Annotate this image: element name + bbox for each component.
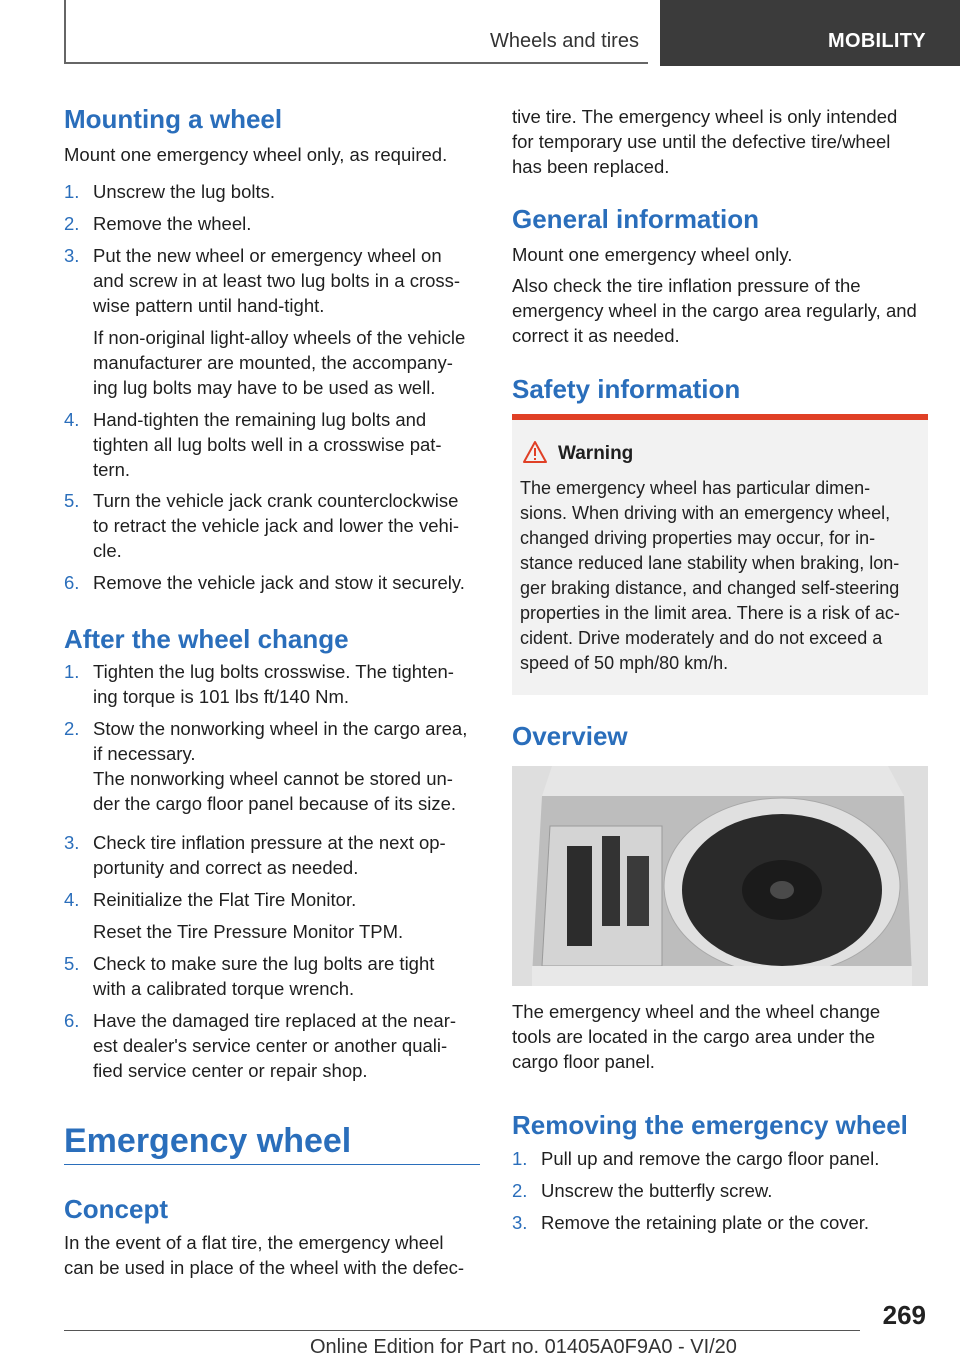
section-rule xyxy=(64,1164,480,1165)
general-p1: Mount one emergency wheel only. xyxy=(512,244,793,265)
step-number: 5. xyxy=(64,953,80,974)
step-number: 2. xyxy=(512,1180,528,1201)
continued-line: tive tire. The emergency wheel is only intended xyxy=(512,106,898,127)
step-number: 1. xyxy=(512,1148,528,1169)
caption-line: tools are located in the cargo area under the xyxy=(512,1026,876,1047)
step-line: der the cargo floor panel because of its size. xyxy=(93,793,457,814)
step-line: to retract the vehicle jack and lower the vehi- xyxy=(93,515,460,536)
step-line: with a calibrated torque wrench. xyxy=(93,978,355,999)
emergency-wheel-title: Emergency wheel xyxy=(64,1122,352,1160)
step-number: 5. xyxy=(64,490,80,511)
step-number: 2. xyxy=(64,213,80,234)
step-line: and screw in at least two lug bolts in a cross- xyxy=(93,270,461,291)
step-line: The nonworking wheel cannot be stored un- xyxy=(93,768,453,789)
step-line: if necessary. xyxy=(93,743,196,764)
step-text xyxy=(93,407,442,482)
step-line: manufacturer are mounted, the accompany- xyxy=(93,352,453,373)
caption-line: cargo floor panel. xyxy=(512,1051,655,1072)
step-line: Remove the retaining plate or the cover. xyxy=(541,1212,870,1233)
header-divider-bottom xyxy=(64,62,648,64)
continued-line: has been replaced. xyxy=(512,156,670,177)
general-p2 xyxy=(512,273,917,348)
step-line: tern. xyxy=(93,459,131,480)
step-number: 3. xyxy=(64,245,80,266)
concept-continued xyxy=(512,104,897,179)
step-text xyxy=(93,325,465,400)
step-text xyxy=(93,211,251,236)
step-number: 6. xyxy=(64,572,80,593)
step-line: Turn the vehicle jack crank counterclockwise xyxy=(93,490,459,511)
general-line: correct it as needed. xyxy=(512,325,680,346)
step-text xyxy=(541,1210,869,1235)
step-line: Hand-tighten the remaining lug bolts and xyxy=(93,409,427,430)
concept-line: can be used in place of the wheel with the defec- xyxy=(64,1257,465,1278)
step-number: 4. xyxy=(64,409,80,430)
step-number: 3. xyxy=(512,1212,528,1233)
safety-title: Safety information xyxy=(512,374,741,404)
step-text xyxy=(93,1008,456,1083)
warning-title: Warning xyxy=(558,443,634,464)
step-text xyxy=(93,570,465,595)
header-divider-left xyxy=(64,0,66,64)
warning-line: The emergency wheel has particular dimen- xyxy=(520,478,871,498)
step-number: 2. xyxy=(64,718,80,739)
overview-title: Overview xyxy=(512,721,628,751)
warning-text xyxy=(520,476,900,676)
step-line: Reset the Tire Pressure Monitor TPM. xyxy=(93,921,404,942)
concept-title: Concept xyxy=(64,1194,168,1224)
step-line: If non-original light-alloy wheels of the vehicle xyxy=(93,327,466,348)
mounting-title: Mounting a wheel xyxy=(64,104,283,134)
general-title: General information xyxy=(512,204,760,234)
step-text xyxy=(93,659,454,709)
warning-line: ger braking distance, and changed self-steering xyxy=(520,578,900,598)
step-number: 6. xyxy=(64,1010,80,1031)
warning-line: properties in the limit area. There is a risk of ac- xyxy=(520,603,900,623)
step-text xyxy=(93,830,446,880)
step-line: Check to make sure the lug bolts are tight xyxy=(93,953,435,974)
page-number: 269 xyxy=(882,1300,926,1330)
concept-text xyxy=(64,1230,464,1280)
step-line: Remove the vehicle jack and stow it securely. xyxy=(93,572,465,593)
step-line: ing lug bolts may have to be used as well. xyxy=(93,377,436,398)
general-line: Also check the tire inflation pressure of the xyxy=(512,275,861,296)
header-section-title: Wheels and tires xyxy=(490,30,639,52)
step-line: Tighten the lug bolts crosswise. The tighten- xyxy=(93,661,454,682)
step-text xyxy=(93,951,434,1001)
step-text xyxy=(541,1146,879,1171)
after-title: After the wheel change xyxy=(64,624,349,654)
step-number: 3. xyxy=(64,832,80,853)
step-line: Pull up and remove the cargo floor panel. xyxy=(541,1148,880,1169)
step-line: tighten all lug bolts well in a crosswise pat- xyxy=(93,434,442,455)
step-text xyxy=(93,716,467,766)
warning-bar xyxy=(512,414,928,420)
step-text xyxy=(93,243,460,318)
step-text xyxy=(93,919,403,944)
warning-line: sions. When driving with an emergency wheel, xyxy=(520,503,891,523)
warning-triangle-icon xyxy=(522,440,548,464)
header-tab-label: MOBILITY xyxy=(828,30,926,52)
step-line: Remove the wheel. xyxy=(93,213,252,234)
step-line: Put the new wheel or emergency wheel on xyxy=(93,245,442,266)
step-line: Unscrew the butterfly screw. xyxy=(541,1180,773,1201)
concept-line: In the event of a flat tire, the emergency wheel xyxy=(64,1232,444,1253)
step-line: portunity and correct as needed. xyxy=(93,857,359,878)
step-line: Have the damaged tire replaced at the near- xyxy=(93,1010,457,1031)
step-line: Stow the nonworking wheel in the cargo area, xyxy=(93,718,468,739)
step-text xyxy=(93,766,456,816)
mounting-intro: Mount one emergency wheel only, as required. xyxy=(64,144,448,165)
step-text xyxy=(93,179,275,204)
step-line: Unscrew the lug bolts. xyxy=(93,181,276,202)
step-line: est dealer's service center or another quali- xyxy=(93,1035,448,1056)
warning-line: stance reduced lane stability when braking, lon- xyxy=(520,553,900,573)
step-line: Check tire inflation pressure at the next op- xyxy=(93,832,446,853)
step-line: Reinitialize the Flat Tire Monitor. xyxy=(93,889,357,910)
warning-line: changed driving properties may occur, for in- xyxy=(520,528,876,548)
overview-caption xyxy=(512,999,880,1074)
step-line: ing torque is 101 lbs ft/140 Nm. xyxy=(93,686,350,707)
step-line: cle. xyxy=(93,540,122,561)
step-number: 4. xyxy=(64,889,80,910)
step-text xyxy=(93,488,459,563)
footer-rule xyxy=(64,1330,860,1331)
step-number: 1. xyxy=(64,181,80,202)
footer-edition: Online Edition for Part no. 01405A0F9A0 - VI/20 xyxy=(310,1336,737,1358)
cargo-area-photo xyxy=(512,766,928,986)
step-text xyxy=(541,1178,772,1203)
removing-title: Removing the emergency wheel xyxy=(512,1110,908,1140)
step-text xyxy=(93,887,356,912)
header-tab xyxy=(660,0,960,66)
continued-line: for temporary use until the defective tire/wheel xyxy=(512,131,891,152)
warning-line: cident. Drive moderately and do not exceed a xyxy=(520,628,883,648)
warning-line: speed of 50 mph/80 km/h. xyxy=(520,653,729,673)
step-line: wise pattern until hand-tight. xyxy=(93,295,325,316)
step-number: 1. xyxy=(64,661,80,682)
step-line: fied service center or repair shop. xyxy=(93,1060,368,1081)
caption-line: The emergency wheel and the wheel change xyxy=(512,1001,881,1022)
general-line: emergency wheel in the cargo area regularly, and xyxy=(512,300,917,321)
